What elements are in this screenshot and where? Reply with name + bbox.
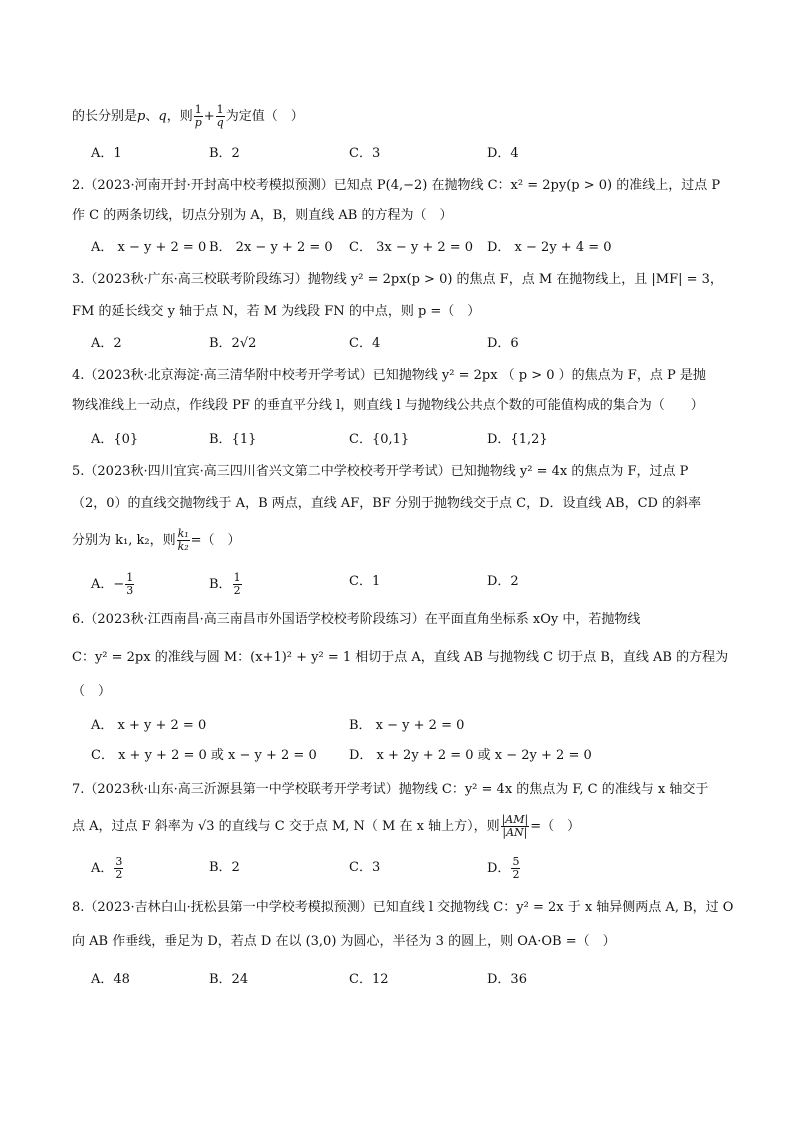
question-2-option-a[interactable]: A． x − y + 2 = 0 — [91, 240, 207, 255]
question-1-option-d[interactable]: D．4 — [487, 146, 519, 161]
question-7-option-b[interactable]: B．2 — [209, 860, 240, 875]
question-8-option-b[interactable]: B．24 — [209, 972, 249, 987]
question-7-option-d[interactable]: D． $\frac{5}{2}$ — [487, 855, 520, 881]
question-7-option-a[interactable]: A． $\frac{3}{2}$ — [91, 855, 123, 881]
question-1-option-b[interactable]: B．2 — [209, 146, 240, 161]
question-6-option-d[interactable]: D． x + 2y + 2 = 0 或 x − 2y + 2 = 0 — [349, 748, 592, 763]
question-2-option-b[interactable]: B． 2x − y + 2 = 0 — [209, 240, 333, 255]
question-4-option-a[interactable]: A．{0} — [91, 432, 139, 447]
question-4-stem-line-1: 4.（2023秋·北京海淀·高三清华附中校考开学考试）已知抛物线 y² = 2px （ p > 0 ）的焦点为 F，点 P 是抛 — [72, 368, 706, 383]
question-7-stem-line-2: 点 A，过点 F 斜率为 √3 的直线与 C 交于点 M, N（ M 在 x 轴上方），则 $\frac{|AM|}{|AN|}$ =（ ） — [72, 813, 581, 839]
question-5-option-c[interactable]: C．1 — [349, 574, 381, 589]
question-3-stem-line-1: 3.（2023秋·广东·高三校联考阶段练习）抛物线 y² = 2px(p > 0) 的焦点 F，点 M 在抛物线上，且 |MF| = 3， — [72, 272, 723, 287]
question-5-stem-line-1: 5.（2023秋·四川宜宾·高三四川省兴文第二中学校校考开学考试）已知抛物线 y² = 4x 的焦点为 F，过点 P — [72, 464, 689, 479]
question-6-stem-line-1: 6.（2023秋·江西南昌·高三南昌市外国语学校校考阶段练习）在平面直角坐标系 xOy 中，若抛物线 — [72, 612, 641, 627]
fraction-k1-over-k2: $\frac{\text{k₁}}{\text{k₂}}$ — [177, 527, 189, 553]
question-5-option-a[interactable]: A．− $\frac{1}{3}$ — [91, 571, 134, 597]
fraction-1-over-p: $\frac{1}{p}$ — [194, 103, 202, 129]
question-1-option-c[interactable]: C．3 — [349, 146, 381, 161]
question-8-stem-line-1: 8.（2023·吉林白山·抚松县第一中学校考模拟预测）已知直线 l 交抛物线 C：y² = 2x 于 x 轴异侧两点 A, B，过 O — [72, 900, 734, 915]
question-3-option-b[interactable]: B．2√2 — [209, 336, 257, 351]
question-4-option-c[interactable]: C．{0,1} — [349, 432, 410, 447]
question-4-option-b[interactable]: B．{1} — [209, 432, 257, 447]
question-6-stem-line-3: （ ） — [72, 684, 112, 699]
question-5-option-d[interactable]: D．2 — [487, 574, 519, 589]
question-5-option-b[interactable]: B． $\frac{1}{2}$ — [209, 571, 241, 597]
question-3-option-c[interactable]: C．4 — [349, 336, 381, 351]
question-5-stem-line-2: （2，0）的直线交抛物线于 A，B 两点，直线 AF，BF 分别于抛物线交于点 C，D．设直线 AB，CD 的斜率 — [72, 496, 702, 511]
question-6-option-c[interactable]: C． x + y + 2 = 0 或 x − y + 2 = 0 — [91, 748, 317, 763]
question-2-stem-line-1: 2.（2023·河南开封·开封高中校考模拟预测）已知点 P(4,−2) 在抛物线 C：x² = 2py(p > 0) 的准线上，过点 P — [72, 178, 721, 193]
question-8-option-d[interactable]: D．36 — [487, 972, 527, 987]
question-2-option-d[interactable]: D． x − 2y + 4 = 0 — [487, 240, 612, 255]
question-5-stem-line-3: 分别为 k₁, k₂，则 $\frac{\text{k₁}}{\text{k₂}}$ =（ ） — [72, 527, 241, 553]
question-8-option-c[interactable]: C．12 — [349, 972, 389, 987]
question-3-stem-line-2: FM 的延长线交 y 轴于点 N，若 M 为线段 FN 的中点，则 p =（ ） — [72, 304, 481, 319]
fraction-1-over-q: $\frac{1}{q}$ — [216, 103, 224, 129]
question-4-stem-line-2: 物线准线上一动点，作线段 PF 的垂直平分线 l，则直线 l 与抛物线公共点个数的可能值构成的集合为（ ） — [72, 398, 704, 413]
question-6-stem-line-2: C：y² = 2px 的准线与圆 M：(x+1)² + y² = 1 相切于点 A，直线 AB 与抛物线 C 切于点 B，直线 AB 的方程为 — [72, 650, 729, 665]
question-8-option-a[interactable]: A．48 — [91, 972, 130, 987]
question-8-stem-line-2: 向 AB 作垂线，垂足为 D，若点 D 在以 (3,0) 为圆心，半径为 3 的圆上，则 OA·OB =（ ） — [72, 934, 616, 949]
question-6-option-b[interactable]: B． x − y + 2 = 0 — [349, 718, 465, 733]
question-7-option-c[interactable]: C．3 — [349, 860, 381, 875]
question-3-option-d[interactable]: D．6 — [487, 336, 519, 351]
question-4-option-d[interactable]: D．{1,2} — [487, 432, 548, 447]
question-6-option-a[interactable]: A． x + y + 2 = 0 — [91, 718, 207, 733]
question-7-stem-line-1: 7.（2023秋·山东·高三沂源县第一中学校联考开学考试）抛物线 C：y² = 4x 的焦点为 F, C 的准线与 x 轴交于 — [72, 782, 709, 797]
fraction-am-over-an: $\frac{|AM|}{|AN|}$ — [501, 813, 529, 839]
question-2-stem-line-2: 作 C 的两条切线，切点分别为 A，B，则直线 AB 的方程为（ ） — [72, 208, 453, 223]
question-1-option-a[interactable]: A．1 — [91, 146, 122, 161]
question-2-option-c[interactable]: C． 3x − y + 2 = 0 — [349, 240, 474, 255]
question-1-stem: 的长分别是p、q，则 $\frac{1}{p}$ + $\frac{1}{q}$ 为定值（ ） — [72, 103, 304, 129]
question-3-option-a[interactable]: A．2 — [91, 336, 122, 351]
